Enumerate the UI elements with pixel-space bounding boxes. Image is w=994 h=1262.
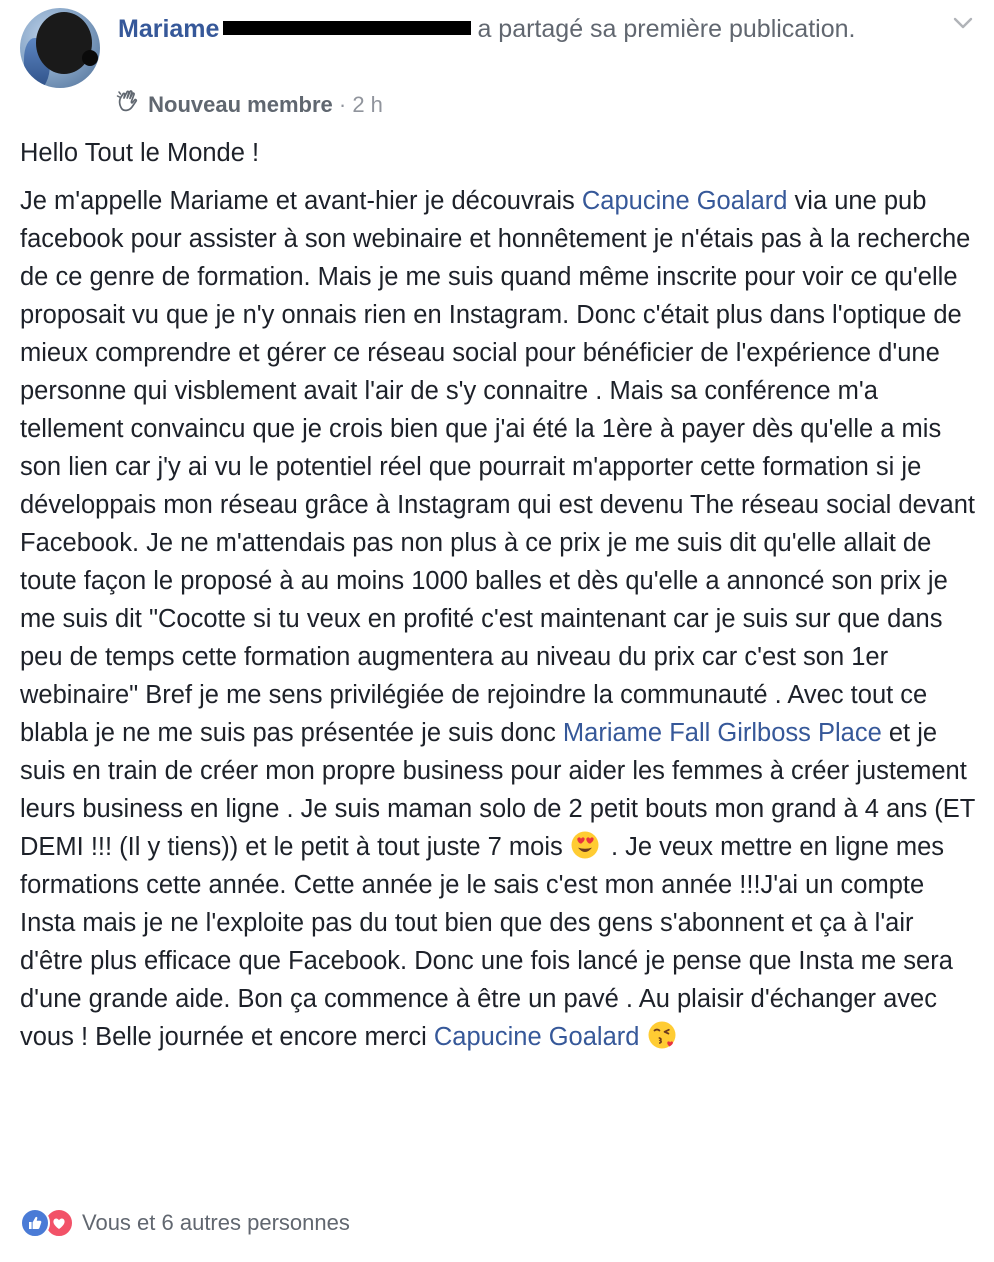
like-icon (20, 1208, 50, 1238)
reactions-bar[interactable] (20, 1206, 350, 1240)
mention-mariame-fall-girlboss-place[interactable]: Mariame Fall Girlboss Place (562, 719, 882, 747)
new-member-badge: Nouveau membre (148, 92, 333, 117)
post-header (0, 0, 994, 130)
avatar-redaction (36, 12, 92, 74)
mention-capucine-goalard[interactable]: Capucine Goalard (581, 187, 788, 215)
face-blowing-kiss-emoji (647, 1020, 681, 1050)
avatar[interactable] (20, 8, 100, 88)
post-meta (116, 90, 383, 122)
author-name-link[interactable]: Mariame (118, 15, 220, 43)
heart-eyes-emoji (570, 830, 604, 860)
body-text-segment: via une pub facebook pour assister à son webinaire et honnêtement je n'étais pas à la recherche de ce genre de formation. Mais je me suis quand même inscrite pour voir ce qu'elle proposait vu que je n'y onnais rien en Instagram. Donc c'était plus dans l'optique de mieux comprendre et gérer ce réseau social pour bénéficier de l'expérience d'une personne qui visblement avait l'air de s'y connaitre . Mais sa conférence m'a tellement convaincu que je crois bien que j'ai été la 1ère à payer dès qu'elle a mis son lien car j'y ai vu le potentiel réel que pourrait m'apporter cette formation si je développais mon réseau grâce à Instagram qui est devenu The réseau social devant Facebook. Je ne m'attendais pas non plus à ce prix je me suis dit qu'elle allait de toute façon le proposé à au moins 1000 balles et dès qu'elle a annoncé son prix je me suis dit "Cocotte si tu veux en profité c'est maintenant car je suis sur que dans peu de temps cette formation augmentera au niveau du prix car c'est son 1er webinaire" Bref je me sens privilégiée de rejoindre la communauté . Avec tout ce blabla je ne me suis pas présentée je suis donc (20, 187, 975, 747)
avatar-dot (82, 50, 98, 66)
mention-capucine-goalard-2[interactable]: Capucine Goalard (433, 1023, 640, 1051)
waving-hand-icon (116, 88, 142, 120)
chevron-down-icon[interactable] (950, 12, 976, 34)
text-space (639, 1023, 646, 1051)
post-action-text: a partagé sa première publication. (477, 15, 856, 43)
body-text-segment: et je suis en train de créer mon propre business pour aider les femmes à créer justement leurs business en ligne . Je suis maman solo de 2 petit bouts mon grand à 4 ans (ET DEMI !!! (Il y tiens)) et le petit à tout juste 7 mois (20, 719, 975, 861)
post-title-line (118, 10, 918, 48)
post-body (20, 134, 980, 1056)
body-text-segment: Je m'appelle Mariame et avant-hier je découvrais (20, 187, 582, 215)
post-greeting: Hello Tout le Monde ! (20, 139, 260, 167)
body-text-segment: . Je veux mettre en ligne mes formations cette année. Cette année je le sais c'est mon année !!!J'ai un compte Insta mais je ne l'exploite pas du tout bien que des gens s'abonnent et ça à l'air d'être plus efficace que Facebook. Donc une fois lancé je pense que Insta me sera d'une grande aide. Bon ça commence à être un pavé . Au plaisir d'échanger avec vous ! Belle journée et encore merci (20, 833, 953, 1051)
meta-separator: · (338, 92, 353, 117)
post-paragraph (20, 182, 980, 1056)
redacted-name (223, 21, 471, 35)
reactions-count[interactable]: Vous et 6 autres personnes (82, 1210, 350, 1235)
post-time-link[interactable]: 2 h (352, 92, 383, 117)
